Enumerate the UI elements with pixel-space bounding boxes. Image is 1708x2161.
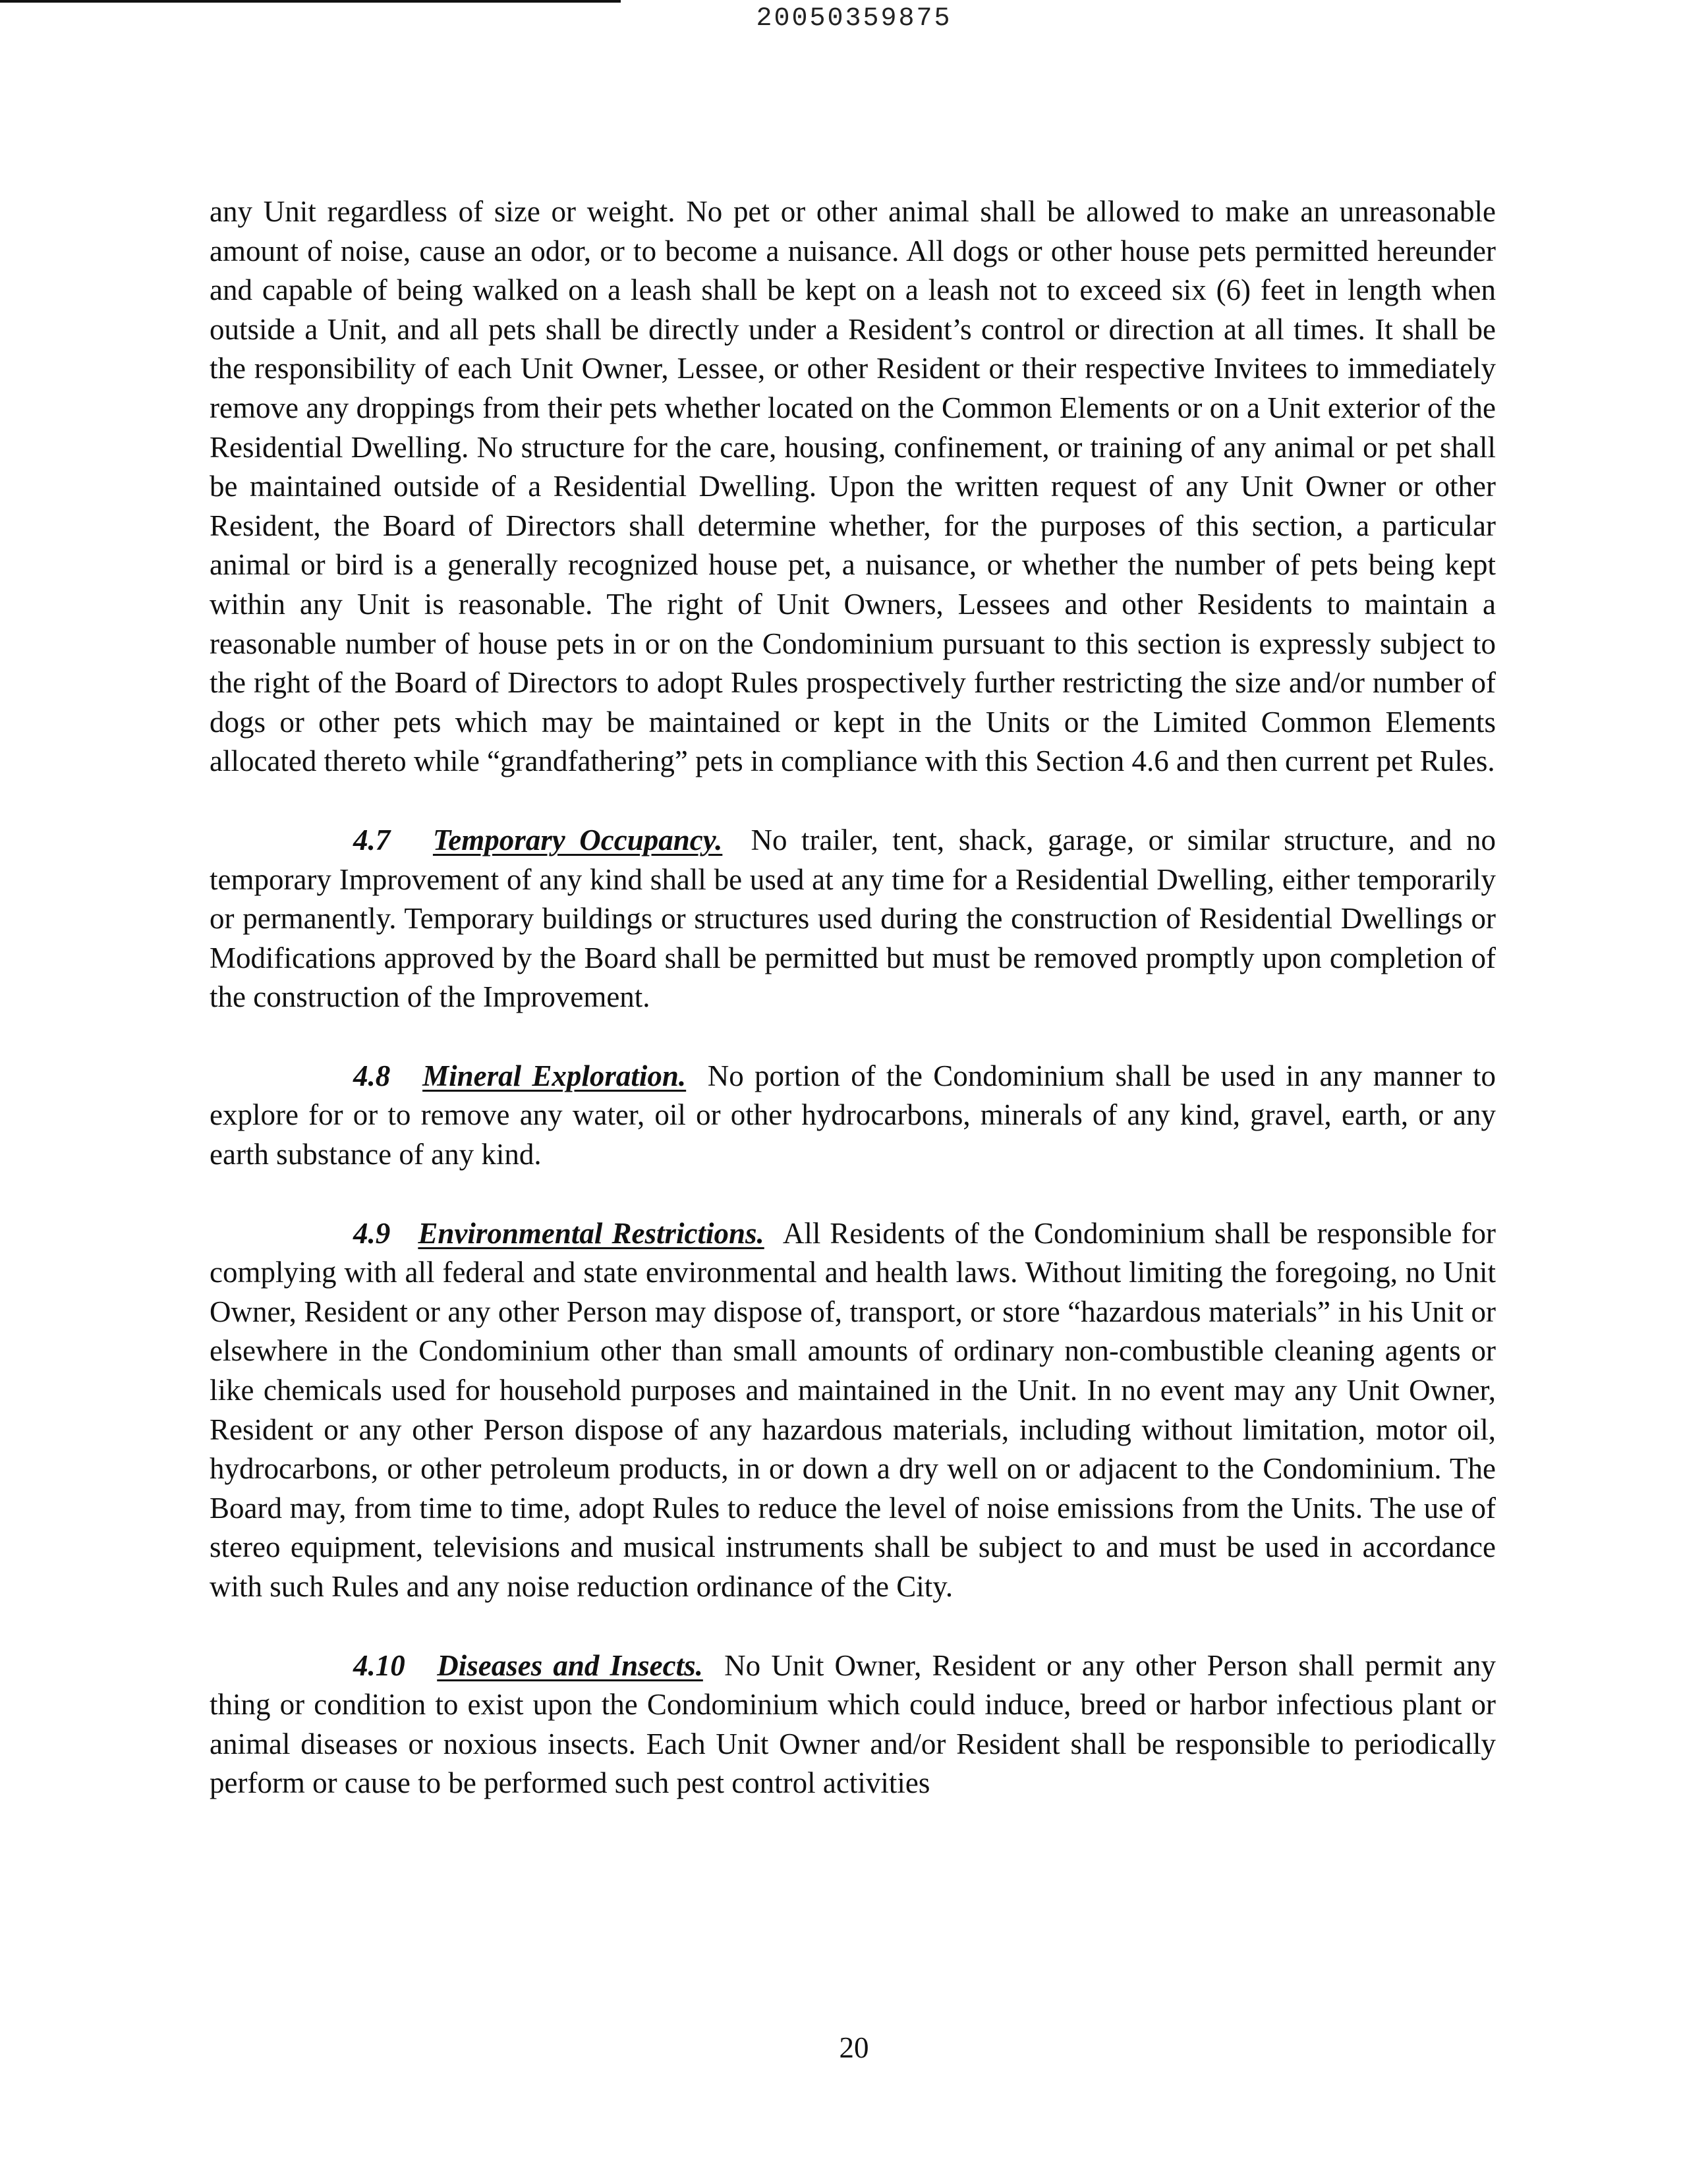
section-title: Temporary Occupancy. (432, 823, 723, 856)
section-text: No trailer, tent, shack, garage, or similar structure, and no temporary Improvement of any kind shall be used at any time for a Residential Dwelling, either temporarily or permanently. Temporary buildings or structures used during the construction of Residential Dwellings or Modifications approved by the Board shall be permitted but must be removed promptly upon completion of the construction of the Improvement. (210, 823, 1496, 1014)
section-4-7 (210, 821, 1496, 1017)
scan-edge-line (0, 0, 621, 3)
section-number: 4.10 (353, 1648, 405, 1682)
document-number: 20050359875 (756, 4, 952, 34)
page-number: 20 (839, 2031, 869, 2064)
section-text: No portion of the Condominium shall be used in any manner to explore for or to remove any water, oil or other hydrocarbons, minerals of any kind, gravel, earth, or any earth substance of any kind. (210, 1059, 1496, 1171)
section-4-10 (210, 1646, 1496, 1803)
section-4-8 (210, 1057, 1496, 1175)
section-number: 4.9 (353, 1216, 391, 1250)
section-title: Diseases and Insects. (437, 1648, 703, 1682)
section-number: 4.8 (353, 1059, 391, 1092)
page-body (210, 192, 1496, 1803)
section-title: Environmental Restrictions. (418, 1216, 764, 1250)
section-text: No Unit Owner, Resident or any other Person shall permit any thing or condition to exist upon the Condominium which could induce, breed or harbor infectious plant or animal diseases or noxious insects. Each Unit Owner and/or Resident shall be responsible to periodically perform or cause to be performed such pest control activities (210, 1648, 1496, 1800)
section-number: 4.7 (353, 823, 391, 856)
section-text: All Residents of the Condominium shall be responsible for complying with all federal and state environmental and health laws. Without limiting the foregoing, no Unit Owner, Resident or any other Person may dispose of, transport, or store “hazardous materials” in his Unit or elsewhere in the Condominium other than small amounts of ordinary non-combustible cleaning agents or like chemicals used for household purposes and maintained in the Unit. In no event may any Unit Owner, Resident or any other Person dispose of any hazardous materials, including without limitation, motor oil, hydrocarbons, or other petroleum products, in or down a dry well on or adjacent to the Condominium. The Board may, from time to time, adopt Rules to reduce the level of noise emissions from the Units. The use of stereo equipment, televisions and musical instruments shall be subject to and must be used in accordance with such Rules and any noise reduction ordinance of the City. (210, 1216, 1496, 1603)
section-4-9 (210, 1214, 1496, 1607)
section-title: Mineral Exploration. (422, 1059, 687, 1092)
intro-paragraph: any Unit regardless of size or weight. No pet or other animal shall be allowed to make an unreasonable amount of noise, cause an odor, or to become a nuisance. All dogs or other house pets permitted hereunder and capable of being walked on a leash shall be kept on a leash not to exceed six (6) feet in length when outside a Unit, and all pets shall be directly under a Resident’s control or direction at all times. It shall be the responsibility of each Unit Owner, Lessee, or other Resident or their respective Invitees to immediately remove any droppings from their pets whether located on the Common Elements or on a Unit exterior of the Residential Dwelling. No structure for the care, housing, confinement, or training of any animal or pet shall be maintained outside of a Residential Dwelling. Upon the written request of any Unit Owner or other Resident, the Board of Directors shall determine whether, for the purposes of this section, a particular animal or bird is a generally recognized house pet, a nuisance, or whether the number of pets being kept within any Unit is reasonable. The right of Unit Owners, Lessees and other Residents to maintain a reasonable number of house pets in or on the Condominium pursuant to this section is expressly subject to the right of the Board of Directors to adopt Rules prospectively further restricting the size and/or number of dogs or other pets which may be maintained or kept in the Units or the Limited Common Elements allocated thereto while “grandfathering” pets in compliance with this Section 4.6 and then current pet Rules. (210, 195, 1496, 778)
